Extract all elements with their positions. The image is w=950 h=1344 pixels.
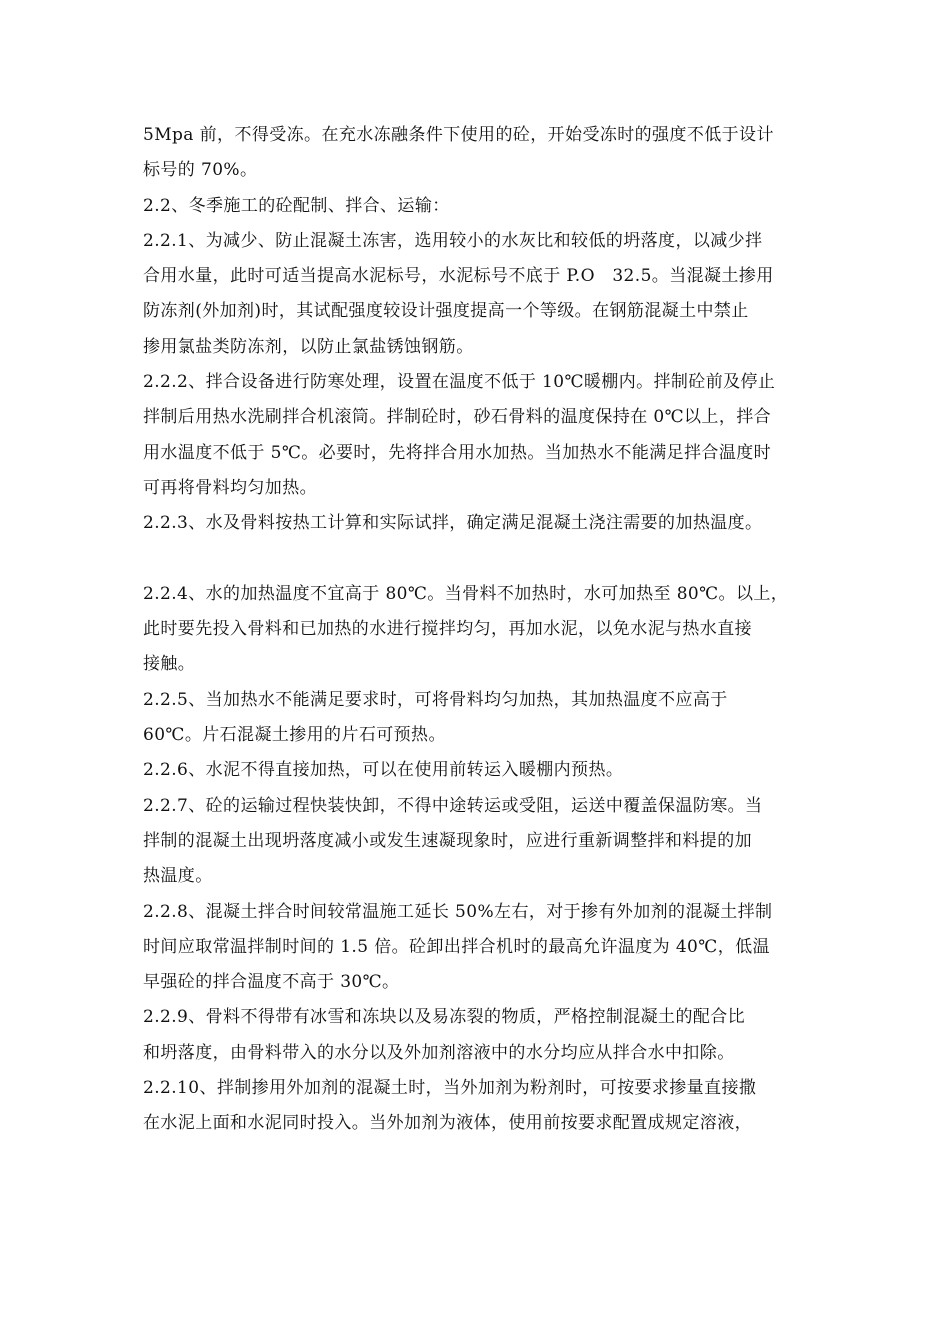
text-line: 可再将骨料均匀加热。	[143, 477, 317, 498]
text-line: 拌制后用热水洗刷拌合机滚筒。拌制砼时，砂石骨料的温度保持在 0℃以上，拌合	[143, 407, 772, 428]
text-line: 2.2.5、当加热水不能满足要求时，可将骨料均匀加热，其加热温度不应高于	[143, 689, 728, 710]
text-line: 2.2.8、混凝土拌合时间较常温施工延长 50%左右，对于掺有外加剂的混凝土拌制	[143, 901, 773, 922]
text-line: 热温度。	[143, 866, 213, 887]
text-line: 在水泥上面和水泥同时投入。当外加剂为液体，使用前按要求配置成规定溶液，	[143, 1113, 752, 1134]
text-line: 2.2.1、为减少、防止混凝土冻害，选用较小的水灰比和较低的坍落度，以减少拌	[143, 230, 763, 251]
text-line: 2.2.4、水的加热温度不宜高于 80℃。当骨料不加热时，水可加热至 80℃。以上，	[143, 583, 789, 604]
text-line: 2.2.7、砼的运输过程快装快卸，不得中途转运或受阻，运送中覆盖保温防寒。当	[143, 795, 763, 816]
text-line: 防冻剂(外加剂)时，其试配强度较设计强度提高一个等级。在钢筋混凝土中禁止	[143, 301, 749, 322]
text-line: 和坍落度，由骨料带入的水分以及外加剂溶液中的水分均应从拌合水中扣除。	[143, 1042, 735, 1063]
text-line: 早强砼的拌合温度不高于 30℃。	[143, 972, 400, 993]
text-line: 5Mpa 前，不得受冻。在充水冻融条件下使用的砼，开始受冻时的强度不低于设计	[143, 125, 774, 145]
text-line: 60℃。片石混凝土掺用的片石可预热。	[143, 725, 446, 746]
text-line: 用水温度不低于 5℃。必要时，先将拌合用水加热。当加热水不能满足拌合温度时	[143, 442, 772, 463]
blank-line	[143, 542, 808, 577]
text-line: 2.2.6、水泥不得直接加热，可以在使用前转运入暖棚内预热。	[143, 760, 624, 781]
section-heading: 2.2、冬季施工的砼配制、拌合、运输：	[143, 195, 450, 216]
text-line: 此时要先投入骨料和已加热的水进行搅拌均匀，再加水泥，以免水泥与热水直接	[143, 619, 752, 640]
text-line: 标号的 70%。	[143, 160, 258, 181]
text-line: 2.2.3、水及骨料按热工计算和实际试拌，确定满足混凝土浇注需要的加热温度。	[143, 513, 763, 534]
text-line: 2.2.2、拌合设备进行防寒处理，设置在温度不低于 10℃暖棚内。拌制砼前及停止	[143, 372, 776, 393]
text-line: 掺用氯盐类防冻剂，以防止氯盐锈蚀钢筋。	[143, 336, 474, 357]
text-line: 2.2.10、拌制掺用外加剂的混凝土时，当外加剂为粉剂时，可按要求掺量直接撒	[143, 1078, 757, 1099]
text-line: 合用水量，此时可适当提高水泥标号，水泥标号不底于 P.O 32.5。当混凝土掺用	[143, 266, 774, 287]
text-line: 接触。	[143, 654, 196, 675]
text-line: 时间应取常温拌制时间的 1.5 倍。砼卸出拌合机时的最高允许温度为 40℃，低温	[143, 936, 770, 957]
text-line: 拌制的混凝土出现坍落度减小或发生速凝现象时，应进行重新调整拌和料提的加	[143, 830, 752, 851]
document-body	[143, 118, 808, 1142]
text-line: 2.2.9、骨料不得带有冰雪和冻块以及易冻裂的物质，严格控制混凝土的配合比	[143, 1007, 746, 1028]
